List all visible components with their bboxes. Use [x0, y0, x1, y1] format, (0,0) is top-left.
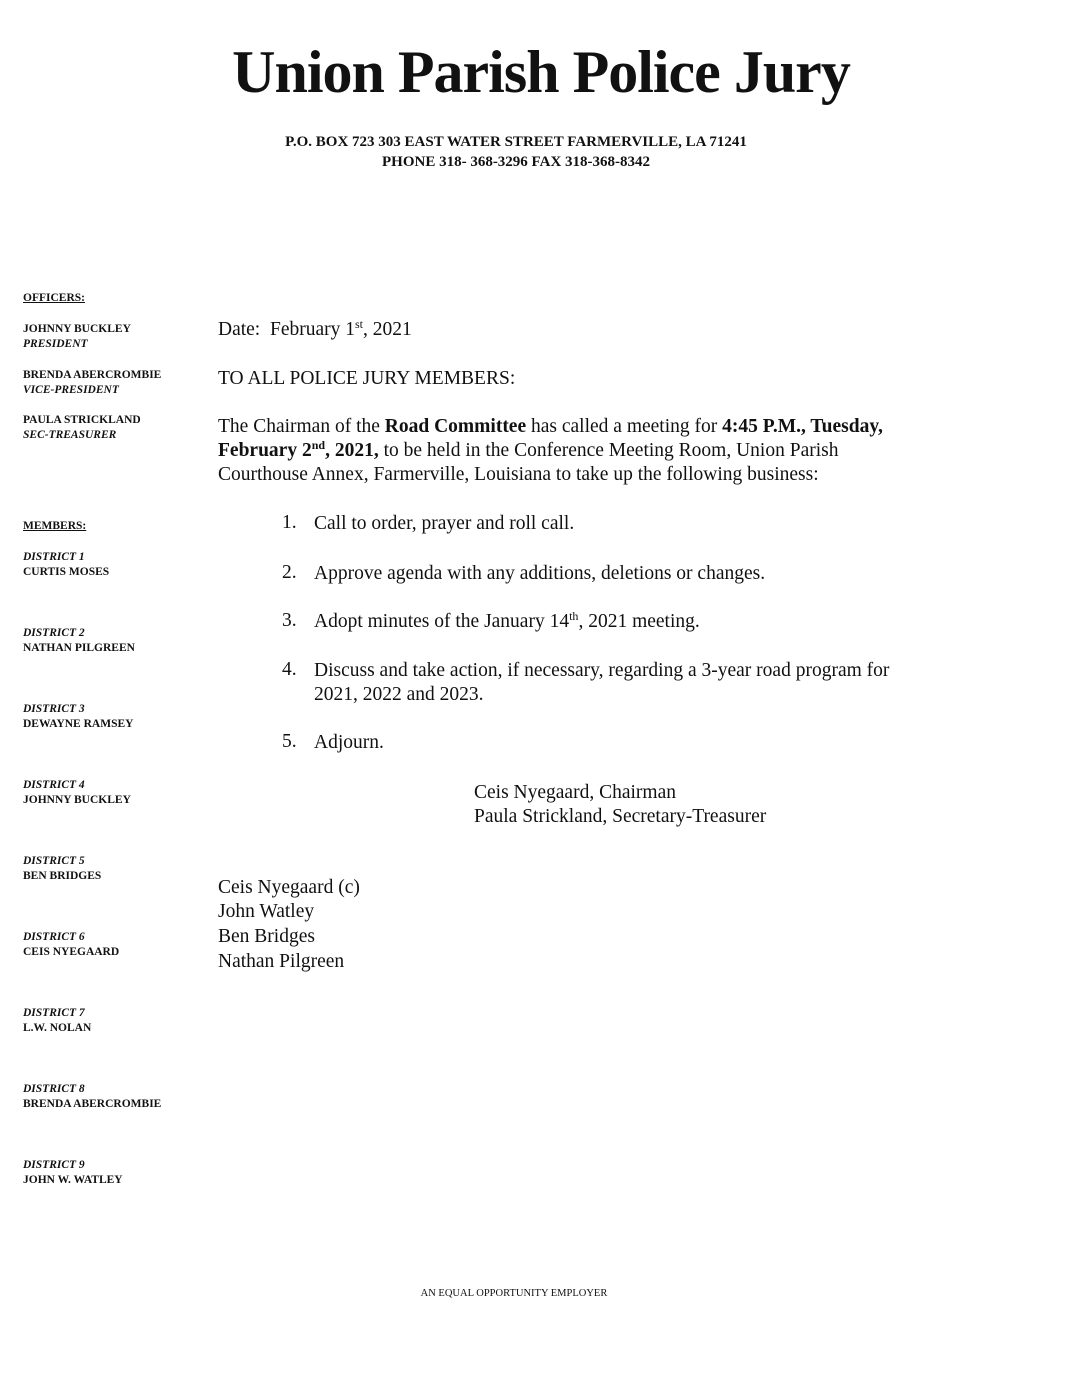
- member-name: CURTIS MOSES: [23, 566, 110, 578]
- officer-name: BRENDA ABERCROMBIE: [23, 369, 162, 381]
- officer-role: SEC-TREASURER: [23, 429, 117, 441]
- p1-text-b: has called a meeting for: [526, 416, 723, 437]
- member-district: DISTRICT 6: [23, 931, 85, 943]
- member-district: DISTRICT 9: [23, 1159, 85, 1171]
- officer-role: PRESIDENT: [23, 338, 88, 350]
- officer-role: VICE-PRESIDENT: [23, 384, 119, 396]
- agenda-item: Discuss and take action, if necessary, regarding a 3-year road program for 2021, 2022 and 2023.: [314, 660, 890, 705]
- member-district: DISTRICT 2: [23, 627, 85, 639]
- member-name: L.W. NOLAN: [23, 1022, 92, 1034]
- member-name: JOHNNY BUCKLEY: [23, 794, 131, 806]
- committee-member: Ben Bridges: [218, 926, 315, 947]
- p3-text: Courthouse Annex, Farmerville, Louisiana to take up the following business:: [218, 464, 819, 485]
- phone-line: PHONE 318- 368-3296 FAX 318-368-8342: [381, 154, 651, 170]
- agenda-number: 3.: [282, 610, 297, 631]
- date-suffix: st: [355, 317, 364, 331]
- date-year: , 2021: [363, 319, 412, 340]
- committee-member: Nathan Pilgreen: [218, 951, 345, 972]
- officers-heading: OFFICERS:: [23, 292, 85, 304]
- member-name: JOHN W. WATLEY: [23, 1174, 123, 1186]
- member-district: DISTRICT 4: [23, 779, 85, 791]
- signature-secretary: Paula Strickland, Secretary-Treasurer: [474, 806, 767, 827]
- agenda-number: 5.: [282, 731, 297, 752]
- notice-paragraph: [218, 415, 1018, 487]
- salutation: TO ALL POLICE JURY MEMBERS:: [218, 368, 516, 389]
- member-district: DISTRICT 7: [23, 1007, 85, 1019]
- agenda-number: 4.: [282, 659, 297, 680]
- org-name: Union Parish Police Jury: [232, 39, 850, 105]
- meeting-date: February 2nd, 2021,: [218, 438, 379, 461]
- agenda-item: Adjourn.: [314, 732, 384, 753]
- member-name: DEWAYNE RAMSEY: [23, 718, 134, 730]
- footer-statement: AN EQUAL OPPORTUNITY EMPLOYER: [420, 1288, 608, 1299]
- committee-member: Ceis Nyegaard (c): [218, 877, 360, 898]
- member-district: DISTRICT 3: [23, 703, 85, 715]
- agenda-item: Call to order, prayer and roll call.: [314, 513, 575, 534]
- member-name: CEIS NYEGAARD: [23, 946, 120, 958]
- date-month-day: February 1: [269, 319, 356, 340]
- officer-name: JOHNNY BUCKLEY: [23, 323, 131, 335]
- member-district: DISTRICT 1: [23, 551, 85, 563]
- committee-member: John Watley: [218, 901, 315, 922]
- member-district: DISTRICT 8: [23, 1083, 85, 1095]
- members-heading: MEMBERS:: [23, 520, 87, 532]
- notice-date: [218, 318, 412, 342]
- agenda-item: Approve agenda with any additions, deletions or changes.: [314, 563, 766, 584]
- agenda-number: 2.: [282, 562, 297, 583]
- member-name: BEN BRIDGES: [23, 870, 102, 882]
- member-name: NATHAN PILGREEN: [23, 642, 135, 654]
- meeting-time: 4:45 P.M., Tuesday,: [722, 416, 883, 437]
- member-name: BRENDA ABERCROMBIE: [23, 1098, 162, 1110]
- signature-chairman: Ceis Nyegaard, Chairman: [474, 782, 676, 803]
- date-label: Date:: [218, 319, 261, 340]
- p1-text: The Chairman of the: [218, 416, 385, 437]
- agenda-number: 1.: [282, 512, 297, 533]
- committee-name: Road Committee: [384, 416, 527, 437]
- address-line: P.O. BOX 723 303 EAST WATER STREET FARMERVILLE, LA 71241: [285, 134, 747, 150]
- member-district: DISTRICT 5: [23, 855, 85, 867]
- p2-text: to be held in the Conference Meeting Room, Union Parish: [378, 440, 839, 461]
- agenda-item: Adopt minutes of the January 14th, 2021 meeting.: [314, 609, 700, 632]
- officer-name: PAULA STRICKLAND: [23, 414, 141, 426]
